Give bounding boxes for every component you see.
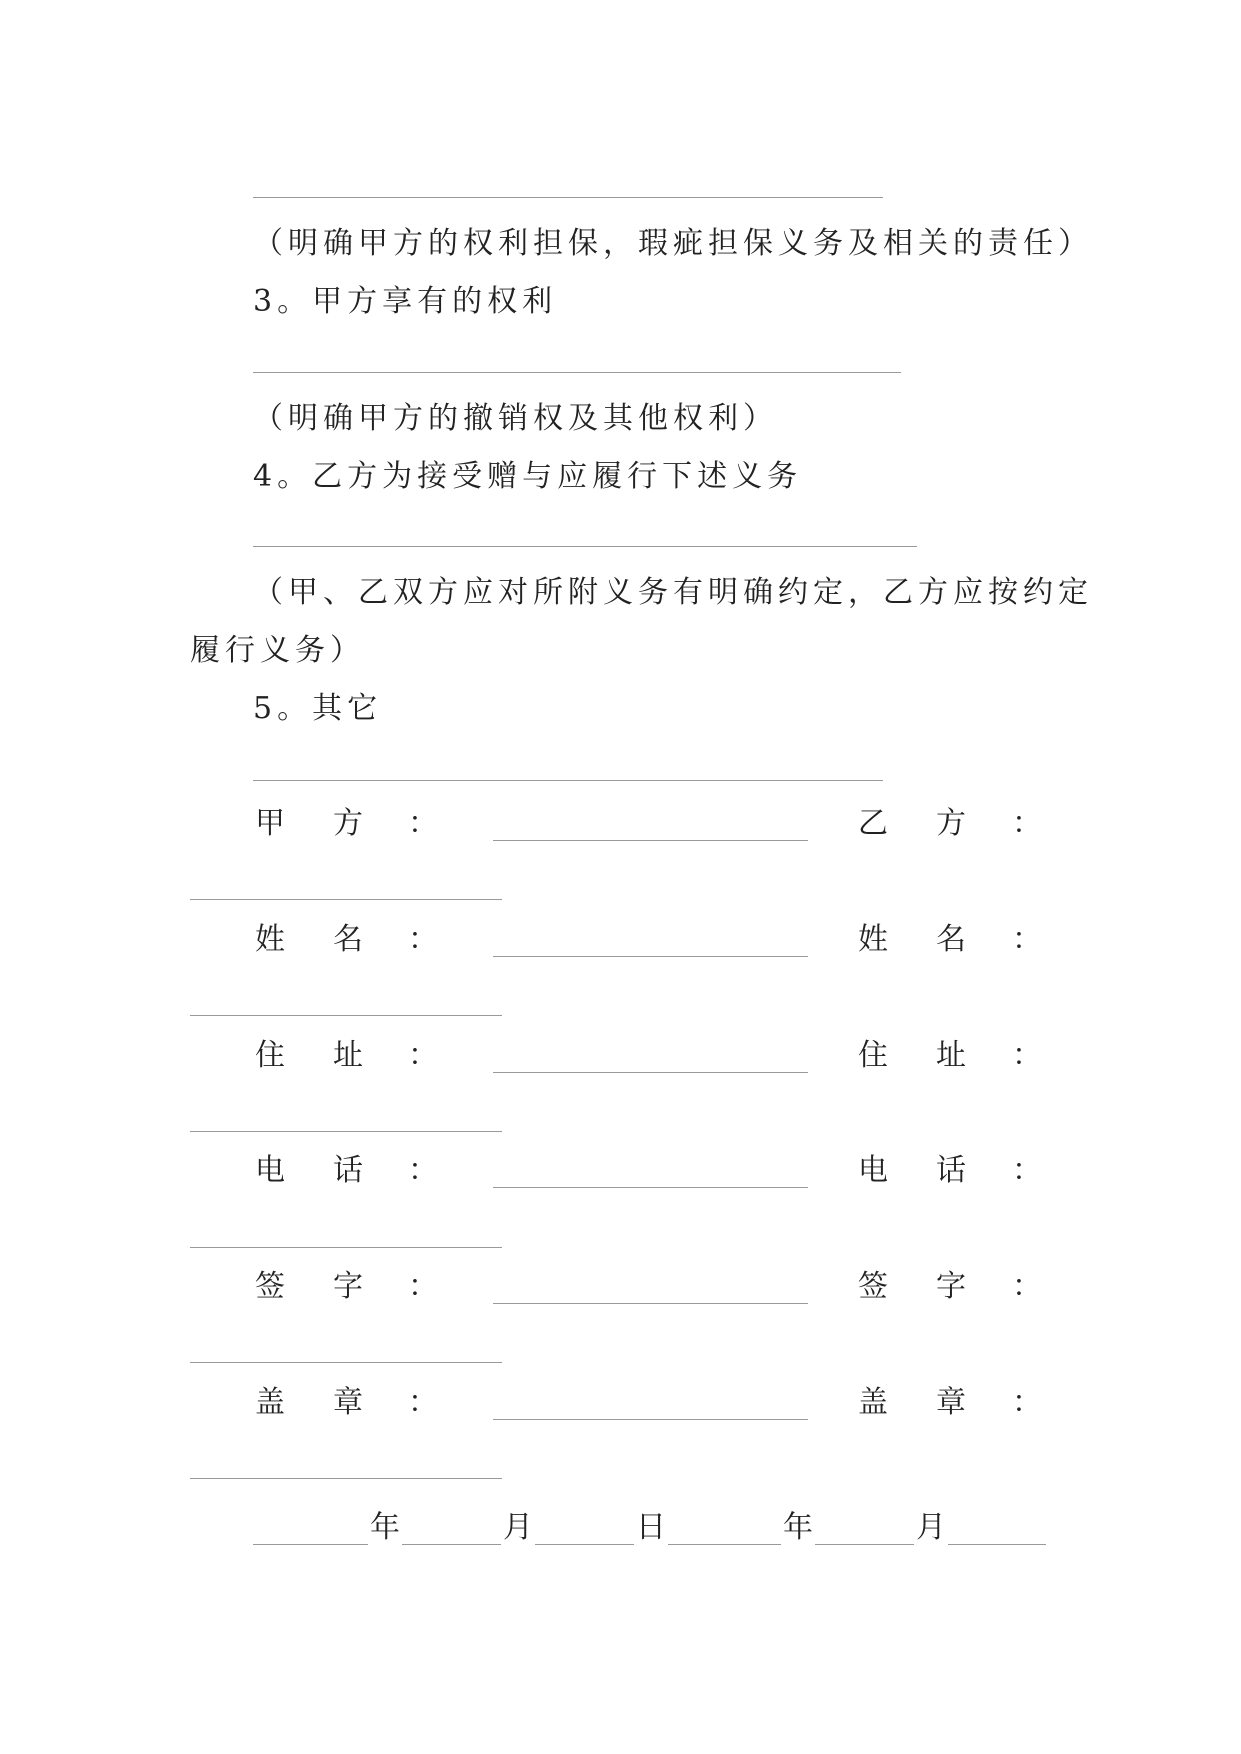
name-b-blank: [190, 1015, 502, 1016]
day-b-blank: [948, 1544, 1046, 1545]
party-b-blank: [190, 899, 502, 900]
blank-line: [253, 546, 917, 547]
heading-other: 5。其它: [253, 691, 383, 726]
phone-a-blank: [493, 1187, 808, 1188]
blank-line: [253, 197, 883, 198]
name-a-label-2: 名: [333, 922, 363, 957]
name-b-label-2: 名: [936, 922, 966, 957]
address-b-blank: [190, 1131, 502, 1132]
signature-row-party: [0, 806, 1241, 846]
party-b-label-1: 乙: [858, 806, 888, 841]
phone-a-label-1: 电: [255, 1153, 285, 1188]
day-a-blank: [535, 1544, 634, 1545]
name-a-label-1: 姓: [255, 922, 285, 957]
name-a-blank: [493, 956, 808, 957]
address-a-label-1: 住: [255, 1038, 285, 1073]
sign-b-label-1: 签: [858, 1269, 888, 1304]
year-a-label: 年: [370, 1510, 400, 1545]
paragraph-obligation-note-line2: 履行义务）: [190, 633, 365, 668]
party-b-colon: ：: [1012, 806, 1042, 841]
phone-a-colon: ：: [408, 1153, 438, 1188]
paragraph-obligation-note-line1: （甲、乙双方应对所附义务有明确约定，乙方应按约定: [253, 575, 1093, 610]
seal-a-label-2: 章: [333, 1385, 363, 1420]
seal-a-label-1: 盖: [255, 1385, 285, 1420]
year-a-blank: [253, 1544, 368, 1545]
signature-row-seal: [0, 1385, 1241, 1425]
seal-a-blank: [493, 1419, 808, 1420]
year-b-label: 年: [783, 1510, 813, 1545]
party-a-blank: [493, 840, 808, 841]
signature-row-address: [0, 1038, 1241, 1078]
name-b-colon: ：: [1012, 922, 1042, 957]
party-a-colon: ：: [408, 806, 438, 841]
day-a-label: 日: [636, 1510, 666, 1545]
address-b-label-2: 址: [936, 1038, 966, 1073]
party-a-label-2: 方: [333, 806, 363, 841]
phone-a-label-2: 话: [333, 1153, 363, 1188]
sign-a-label-1: 签: [255, 1269, 285, 1304]
month-a-label: 月: [503, 1510, 533, 1545]
seal-b-blank: [190, 1478, 502, 1479]
seal-b-colon: ：: [1012, 1385, 1042, 1420]
year-b-blank: [668, 1544, 781, 1545]
blank-line: [253, 372, 901, 373]
party-a-label-1: 甲: [255, 806, 285, 841]
phone-b-blank: [190, 1247, 502, 1248]
name-b-label-1: 姓: [858, 922, 888, 957]
sign-a-label-2: 字: [333, 1269, 363, 1304]
signature-row-phone: [0, 1153, 1241, 1193]
sign-a-blank: [493, 1303, 808, 1304]
phone-b-label-1: 电: [858, 1153, 888, 1188]
sign-a-colon: ：: [408, 1269, 438, 1304]
date-row: [0, 1510, 1241, 1550]
paragraph-warranty-note: （明确甲方的权利担保，瑕疵担保义务及相关的责任）: [253, 226, 1093, 261]
blank-line: [253, 780, 883, 781]
address-a-label-2: 址: [333, 1038, 363, 1073]
paragraph-revocation-note: （明确甲方的撤销权及其他权利）: [253, 401, 778, 436]
party-b-label-2: 方: [936, 806, 966, 841]
signature-row-sign: [0, 1269, 1241, 1309]
seal-b-label-1: 盖: [858, 1385, 888, 1420]
heading-party-b-obligations: 4。乙方为接受赠与应履行下述义务: [253, 459, 803, 494]
sign-b-blank: [190, 1362, 502, 1363]
phone-b-label-2: 话: [936, 1153, 966, 1188]
signature-row-name: [0, 922, 1241, 962]
month-b-label: 月: [916, 1510, 946, 1545]
month-b-blank: [815, 1544, 914, 1545]
seal-b-label-2: 章: [936, 1385, 966, 1420]
phone-b-colon: ：: [1012, 1153, 1042, 1188]
address-a-blank: [493, 1072, 808, 1073]
address-b-label-1: 住: [858, 1038, 888, 1073]
month-a-blank: [402, 1544, 501, 1545]
address-b-colon: ：: [1012, 1038, 1042, 1073]
seal-a-colon: ：: [408, 1385, 438, 1420]
sign-b-label-2: 字: [936, 1269, 966, 1304]
heading-party-a-rights: 3。甲方享有的权利: [253, 284, 558, 319]
sign-b-colon: ：: [1012, 1269, 1042, 1304]
name-a-colon: ：: [408, 922, 438, 957]
address-a-colon: ：: [408, 1038, 438, 1073]
